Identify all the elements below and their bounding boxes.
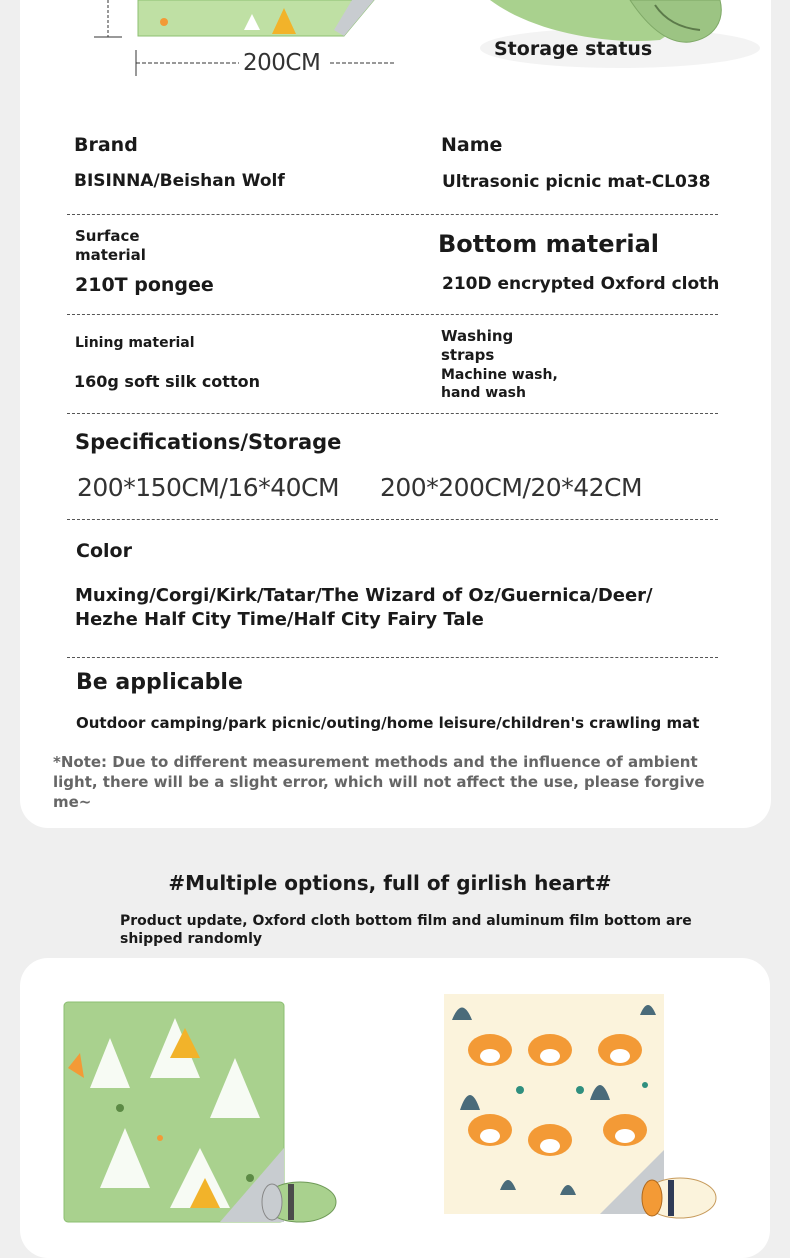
note-line-3: me~	[53, 793, 92, 811]
divider	[67, 519, 718, 520]
option-corgi-mat[interactable]	[440, 990, 720, 1230]
divider	[67, 413, 718, 414]
spec-value-1: 200*150CM/16*40CM	[77, 473, 340, 502]
washing-value: Machine wash, hand wash	[441, 367, 558, 401]
name-value: Ultrasonic picnic mat-CL038	[442, 172, 711, 192]
options-heading: #Multiple options, full of girlish heart#	[168, 871, 612, 895]
lining-value: 160g soft silk cotton	[74, 372, 260, 391]
note-text	[53, 752, 743, 812]
options-subtitle-line-1: Product update, Oxford cloth bottom film and aluminum film bottom are	[120, 913, 692, 929]
lining-label: Lining material	[75, 335, 195, 351]
note-line-1: *Note: Due to different measurement methods and the influence of ambient	[53, 753, 698, 771]
brand-label: Brand	[74, 134, 138, 156]
washing-label: Washing straps	[441, 327, 514, 364]
bottom-value: 210D encrypted Oxford cloth	[442, 274, 720, 294]
surface-value: 210T pongee	[75, 274, 214, 296]
spec-label: Specifications/Storage	[75, 430, 342, 454]
applicable-value: Outdoor camping/park picnic/outing/home leisure/children's crawling mat	[76, 714, 700, 732]
note-line-2: light, there will be a slight error, which will not affect the use, please forgive	[53, 773, 705, 791]
storage-caption: Storage status	[494, 38, 653, 60]
spec-card	[20, 0, 771, 828]
divider	[67, 657, 718, 658]
brand-value: BISINNA/Beishan Wolf	[74, 171, 285, 191]
spec-value-2: 200*200CM/20*42CM	[380, 473, 643, 502]
bottom-label: Bottom material	[438, 230, 660, 258]
color-value-1: Muxing/Corgi/Kirk/Tatar/The Wizard of Oz/Guernica/Deer/	[75, 585, 653, 606]
option-camping-mat[interactable]	[60, 998, 340, 1230]
color-label: Color	[76, 540, 132, 562]
options-subtitle-line-2: shipped randomly	[120, 931, 263, 947]
divider	[67, 214, 718, 215]
divider	[67, 314, 718, 315]
surface-label: Surface material	[75, 227, 146, 264]
applicable-label: Be applicable	[76, 670, 243, 695]
options-subtitle	[120, 912, 720, 948]
color-value-2: Hezhe Half City Time/Half City Fairy Tale	[75, 609, 484, 630]
dimension-label: 200CM	[243, 50, 321, 76]
name-label: Name	[441, 134, 503, 156]
